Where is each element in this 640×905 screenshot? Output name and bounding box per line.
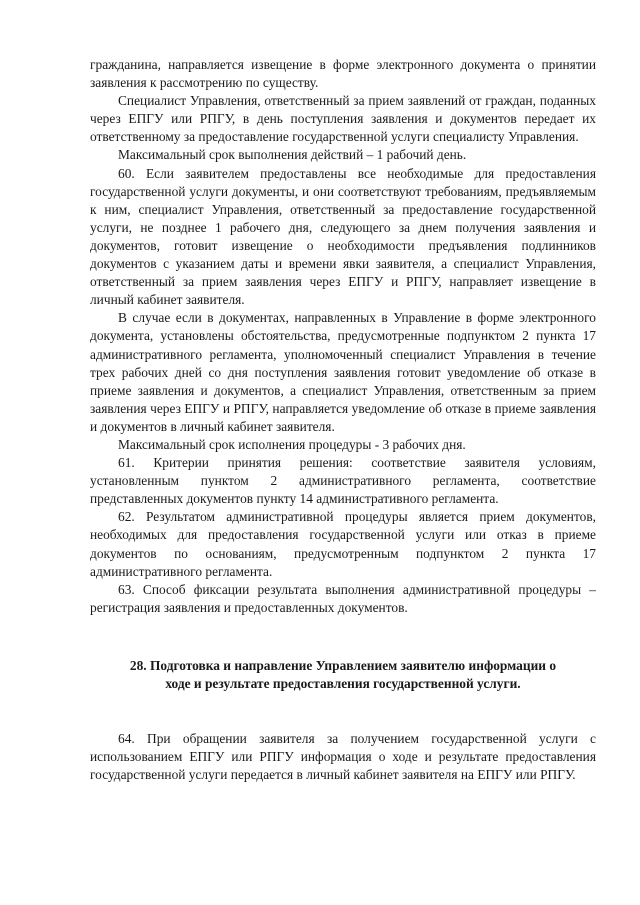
paragraph: Максимальный срок исполнения процедуры - 3 рабочих дня.: [118, 436, 466, 452]
document-body: [90, 56, 596, 784]
paragraph-item-61: 61. Критерии принятия решения: соответствие заявителя условиям, установленным пунктом 2 административного регламента, соответствие представленных документов пункту 14 административного регламента.: [90, 455, 596, 507]
paragraph: В случае если в документах, направленных в Управление в форме электронного документа, установлены обстоятельства, предусмотренные подпунктом 2 пункта 17 административного регламента, уполномоченный специалист Управления в течение трех рабочих дней со дня поступления заявления готовит уведомление об отказе в приеме заявления и документов, а специалист Управления, ответственным за прием заявления через ЕПГУ и РПГУ, направляется уведомление об отказе в приеме заявления и документов в личный кабинет заявителя.: [90, 310, 596, 434]
paragraph-item-60: 60. Если заявителем предоставлены все необходимые для предоставления государственной услуги документы, и они соответствуют требованиям, предъявляемым к ним, специалист Управления, ответственный за предоставление государственной услуги, не позднее 1 рабочего дня, следующего за днем получения заявления и документов, готовит извещение о необходимости предъявления подлинников документов с указанием даты и времени явки заявителя, а специалист Управления, ответственный за прием заявления через ЕПГУ и РПГУ, направляет извещение в личный кабинет заявителя.: [90, 165, 596, 308]
paragraph: Специалист Управления, ответственный за прием заявлений от граждан, поданных через ЕПГУ или РПГУ, в день поступления заявления и документов передает их ответственному за предоставление государственной услуги специалисту Управления.: [90, 93, 596, 145]
section-heading: 28. Подготовка и направление Управлением заявителю информации о ходе и результате предоставления государственной услуги.: [129, 657, 557, 692]
paragraph: гражданина, направляется извещение в форме электронного документа о принятии заявления к рассмотрению по существу.: [90, 57, 596, 91]
paragraph-item-62: 62. Результатом административной процедуры является прием документов, необходимых для предоставления государственной услуги или отказ в приеме документов по основаниям, предусмотренным подпунктом 2 пункта 17 административного регламента.: [90, 509, 596, 579]
paragraph: Максимальный срок выполнения действий – 1 рабочий день.: [118, 147, 467, 163]
paragraph-item-63: 63. Способ фиксации результата выполнения административной процедуры – регистрация заявления и предоставленных документов.: [90, 581, 596, 615]
paragraph-item-64: 64. При обращении заявителя за получением государственной услуги с использованием ЕПГУ или РПГУ информация о ходе и результате предоставления государственной услуги передается в личный кабинет заявителя на ЕПГУ или РПГУ.: [90, 730, 596, 782]
